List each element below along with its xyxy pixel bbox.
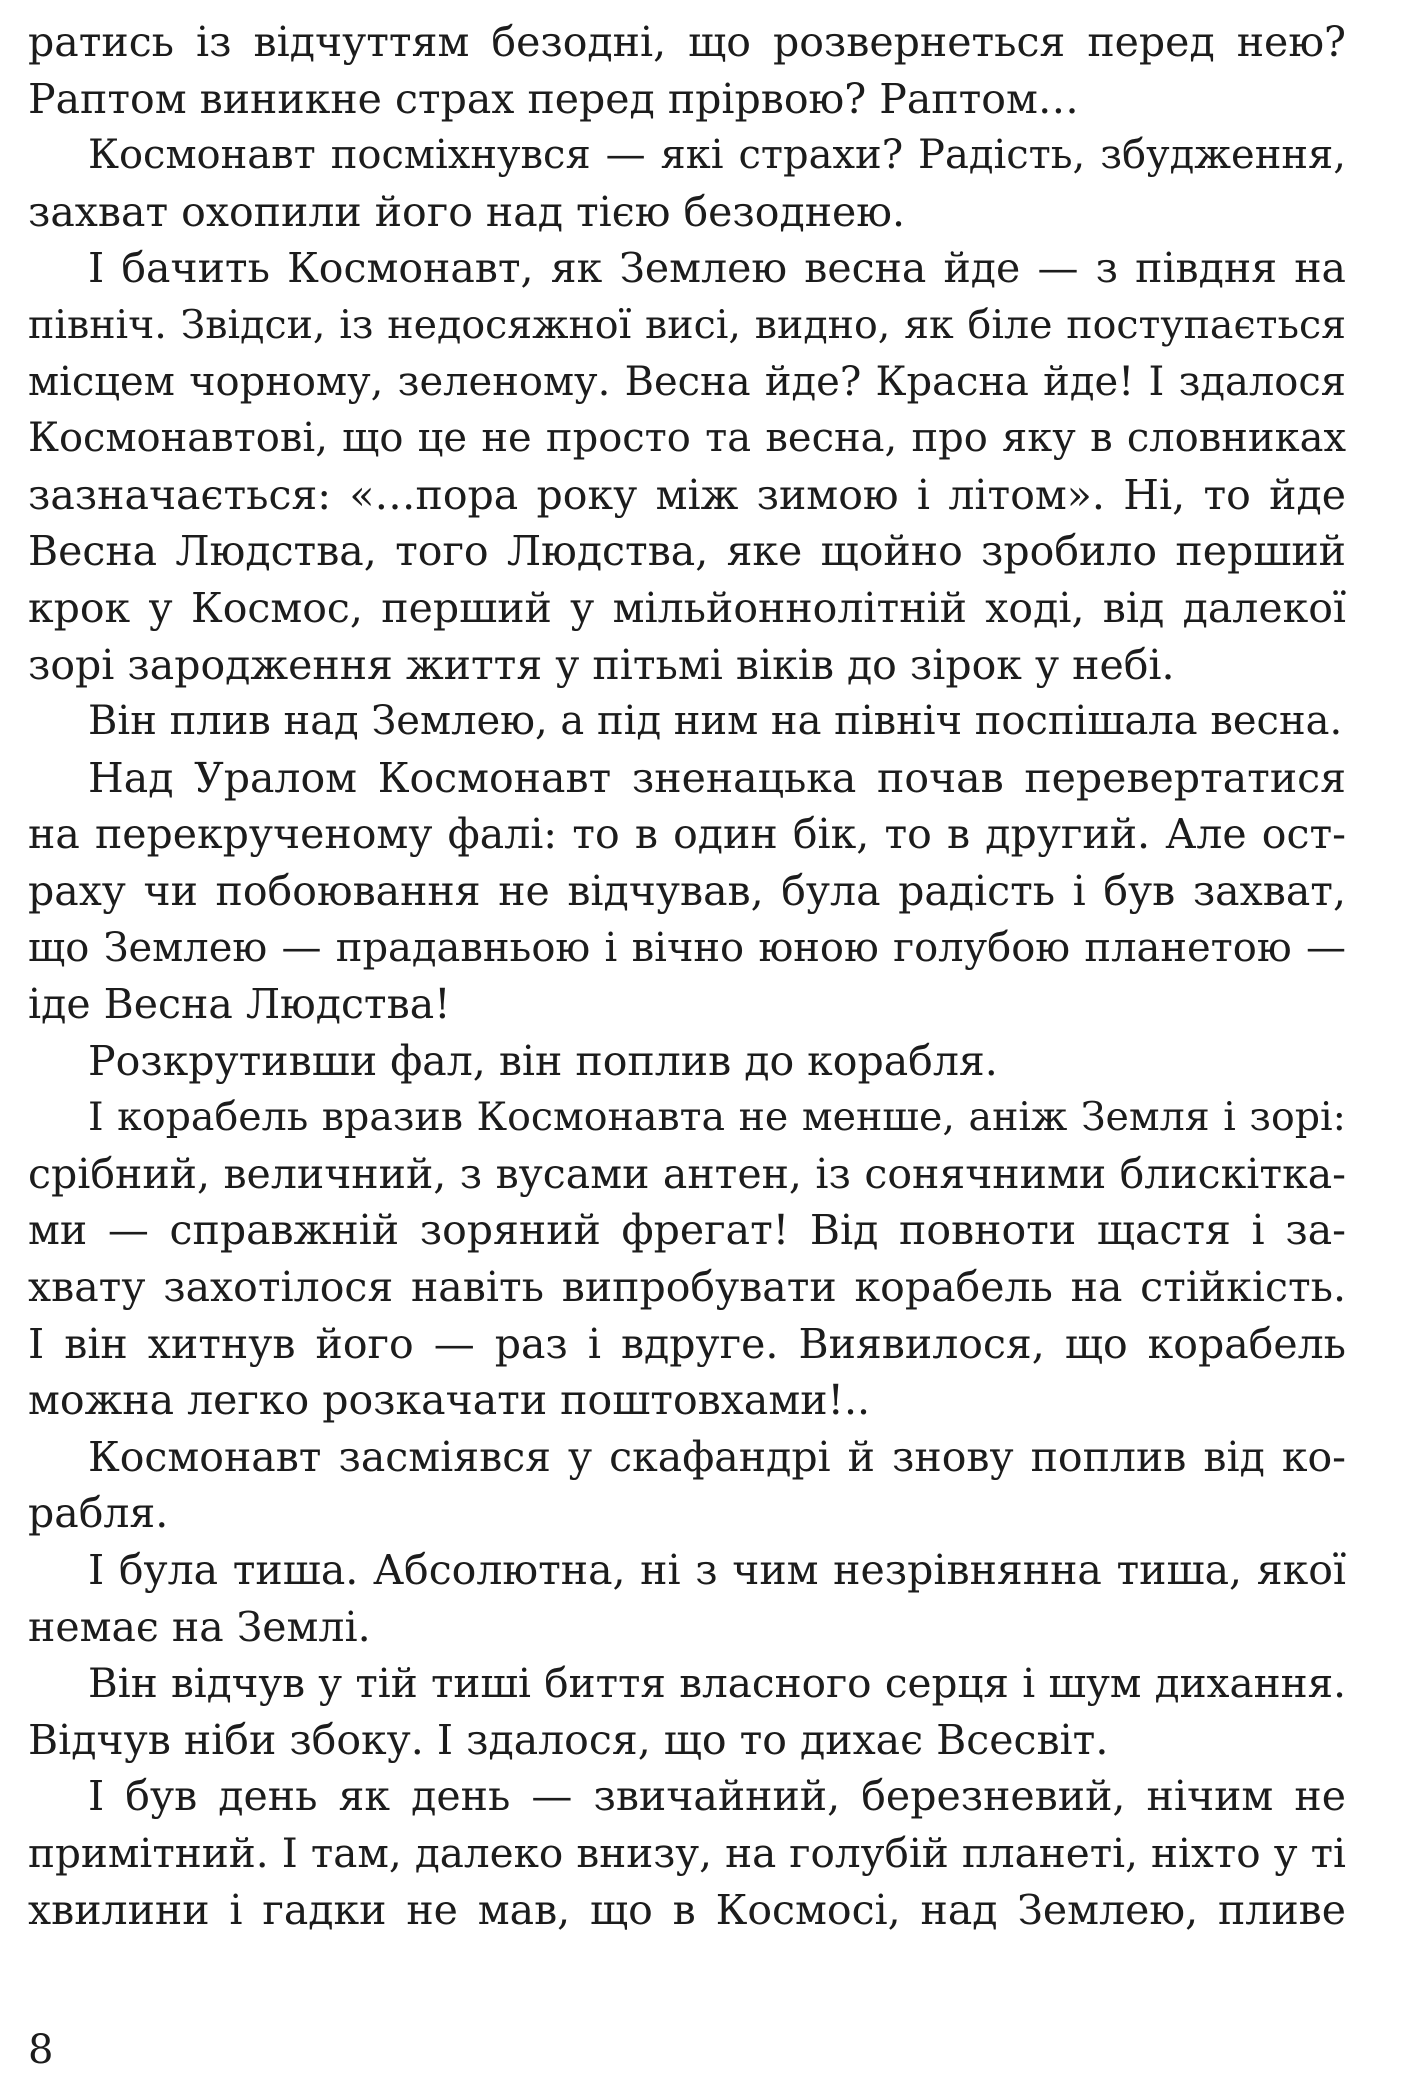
text-line: Відчув ніби збоку. І здалося, що то дихає Всесвіт.: [28, 1715, 1109, 1764]
text-line: І він хитнув його — раз і вдруге. Виявилося, що корабель: [28, 1319, 1346, 1368]
text-line: ми — справжній зоряний фрегат! Від повноти щастя і за-: [28, 1206, 1346, 1255]
text-line: рабля.: [28, 1489, 169, 1538]
text-line: на перекрученому фалі: то в один бік, то в другий. Але ост-: [28, 810, 1346, 859]
text-line: немає на Землі.: [28, 1602, 371, 1651]
text-line: примітний. І там, далеко внизу, на голубій планеті, ніхто у ті: [28, 1829, 1346, 1877]
text-line: раху чи побоювання не відчував, була радість і був захват,: [28, 866, 1346, 915]
text-line: І корабель вразив Космонавта не менше, аніж Земля і зорі:: [88, 1094, 1346, 1141]
page-body: [28, 14, 1346, 1938]
text-line: Над Уралом Космонавт зненацька почав перевертатися: [88, 753, 1346, 802]
text-line: північ. Звідси, із недосяжної висі, видно, як біле поступається: [28, 301, 1346, 348]
page-number: 8: [28, 2027, 54, 2073]
text-line: можна легко розкачати поштовхами!..: [28, 1376, 871, 1425]
text-line: зазначається: «…пора року між зимою і літом». Ні, то йде: [28, 470, 1346, 519]
text-line: захват охопили його над тією безоднею.: [28, 187, 906, 236]
text-line: хвату захотілося навіть випробувати корабель на стійкість.: [28, 1263, 1346, 1312]
text-line: Раптом виникне страх перед прірвою? Раптом…: [28, 74, 1079, 123]
text-line: Розкрутивши фал, він поплив до корабля.: [88, 1036, 998, 1085]
text-line: Космонавт засміявся у скафандрі й знову поплив від ко-: [88, 1432, 1346, 1481]
text-line: І була тиша. Абсолютна, ні з чим незрівнянна тиша, якої: [88, 1546, 1346, 1595]
text-line: іде Весна Людства!: [28, 980, 451, 1029]
text-line: Він плив над Землею, а під ним на північ поспішала весна.: [88, 698, 1343, 745]
text-line: І бачить Космонавт, як Землею весна йде — з півдня на: [88, 244, 1346, 293]
text-line: срібний, величний, з вусами антен, із сонячними блискітка-: [28, 1149, 1346, 1198]
text-line: Він відчув у тій тиші биття власного серця і шум дихання.: [88, 1659, 1346, 1708]
text-line: І був день як день — звичайний, березневий, нічим не: [88, 1772, 1346, 1821]
text-line: хвилини і гадки не мав, що в Космосі, над Землею, пливе: [28, 1885, 1346, 1934]
text-line: що Землею — прадавньою і вічно юною голубою планетою —: [28, 924, 1346, 971]
text-line: Космонавт посміхнувся — які страхи? Радість, збудження,: [88, 132, 1346, 179]
text-line: Весна Людства, того Людства, яке щойно зробило перший: [28, 527, 1346, 576]
text-line: Космонавтові, що це не просто та весна, про яку в словниках: [28, 415, 1346, 462]
text-line: ратись із відчуттям безодні, що розвернеться перед нею?: [28, 18, 1346, 66]
text-line: крок у Космос, перший у мільйоннолітній ході, від далекої: [28, 583, 1346, 632]
text-line: місцем чорному, зеленому. Весна йде? Красна йде! І здалося: [28, 358, 1346, 405]
text-line: зорі зародження життя у пітьмі віків до зірок у небі.: [28, 640, 1175, 689]
